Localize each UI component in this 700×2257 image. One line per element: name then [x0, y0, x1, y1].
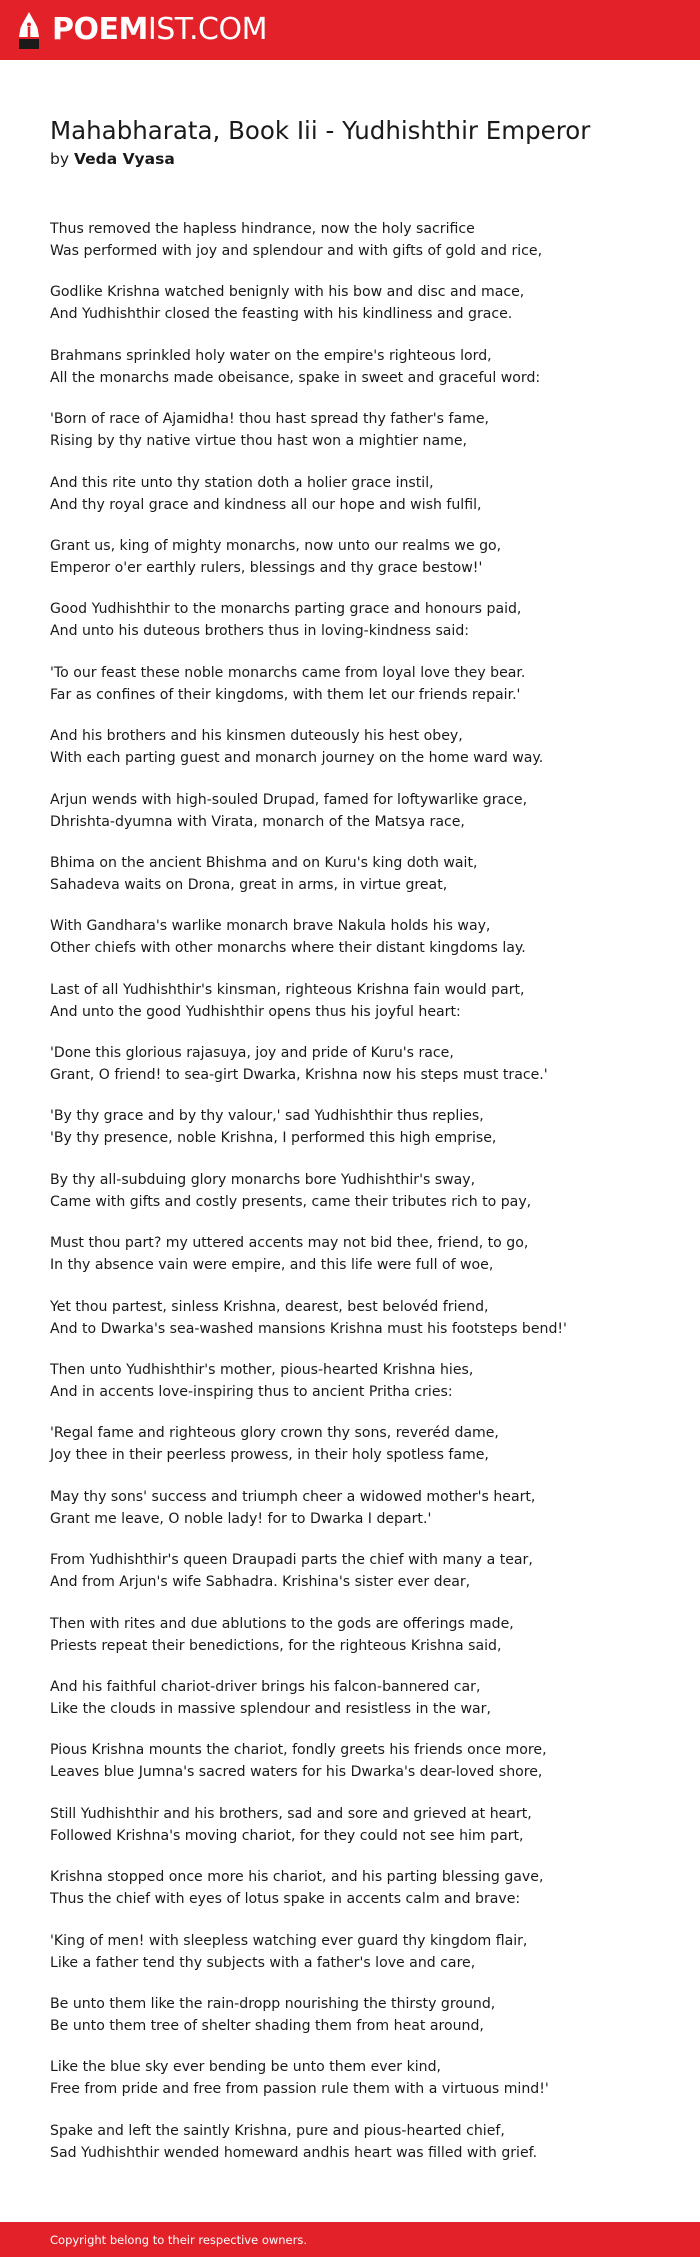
poem-stanza [50, 1866, 690, 1910]
site-header [0, 0, 700, 60]
poem-line: Godlike Krishna watched benignly with his bow and disc and mace, [50, 284, 525, 301]
poem-line: Like the blue sky ever bending be unto them ever kind, [50, 2059, 442, 2076]
poem-line: Was performed with joy and splendour and with gifts of gold and rice, [50, 243, 543, 259]
poem-line: Must thou part? my uttered accents may not bid thee, friend, to go, [50, 1235, 529, 1252]
poem-line: Sad Yudhishthir wended homeward andhis heart was filled with grief. [50, 2144, 538, 2161]
poem-title: Mahabharata, Book Iii - Yudhishthir Emperor [50, 116, 591, 145]
poem-stanza [50, 535, 690, 579]
poem-line: Grant us, king of mighty monarchs, now unto our realms we go, [50, 537, 502, 554]
poem-line: Spake and left the saintly Krishna, pure and pious-hearted chief, [50, 2122, 505, 2139]
poem-line: And his brothers and his kinsmen duteously his hest obey, [50, 728, 463, 745]
poem-stanza [50, 1169, 690, 1213]
poem-line: Pious Krishna mounts the chariot, fondly greets his friends once more, [50, 1742, 547, 1759]
poem-stanza [50, 1930, 690, 1974]
poem-line: 'By thy presence, noble Krishna, I performed this high emprise, [50, 1130, 497, 1147]
poem-line: And in accents love-inspiring thus to ancient Pritha cries: [50, 1384, 453, 1401]
poem-line: Yet thou partest, sinless Krishna, dearest, best belovéd friend, [50, 1298, 489, 1315]
poem-stanza [50, 1232, 690, 1276]
poem-line: With Gandhara's warlike monarch brave Nakula holds his way, [50, 918, 491, 935]
poem-line: Joy thee in their peerless prowess, in their holy spotless fame, [50, 1447, 489, 1464]
poem-line: 'Done this glorious rajasuya, joy and pride of Kuru's race, [50, 1045, 454, 1062]
poem-line: And Yudhishthir closed the feasting with his kindliness and grace. [50, 306, 513, 323]
poem-stanza [50, 1803, 690, 1847]
poem-line: And this rite unto thy station doth a holier grace instil, [50, 474, 434, 491]
poem-stanza [50, 1993, 690, 2037]
poem-stanza [50, 789, 690, 833]
poem-stanza [50, 1042, 690, 1086]
poem-line: Arjun wends with high-souled Drupad, famed for loftywarlike grace, [50, 791, 528, 808]
poem-line: Dhrishta-dyumna with Virata, monarch of the Matsya race, [50, 813, 465, 830]
poem-line: Grant me leave, O noble lady! for to Dwarka I depart.' [50, 1510, 432, 1527]
author-link[interactable]: Veda Vyasa [73, 150, 175, 168]
poem-line: Rising by thy native virtue thou hast won a mightier name, [50, 433, 467, 450]
poem-stanza [50, 1549, 690, 1593]
site-logo[interactable] [18, 11, 267, 49]
poem-line: 'By thy grace and by thy valour,' sad Yudhishthir thus replies, [50, 1108, 484, 1125]
poem-stanza [50, 408, 690, 452]
logo-text-light: IST.COM [147, 12, 267, 47]
poem-line: From Yudhishthir's queen Draupadi parts the chief with many a tear, [50, 1552, 533, 1569]
site-footer [0, 2222, 700, 2257]
poem-stanza [50, 2056, 690, 2100]
poem-line: And from Arjun's wife Sabhadra. Krishina's sister ever dear, [50, 1574, 471, 1591]
poem-stanza [50, 1676, 690, 1720]
poem-line: By thy all-subduing glory monarchs bore Yudhishthir's sway, [50, 1171, 476, 1188]
poem-line: Then unto Yudhishthir's mother, pious-hearted Krishna hies, [50, 1362, 474, 1379]
poem-line: And thy royal grace and kindness all our hope and wish fulfil, [50, 496, 482, 513]
poem-line: And to Dwarka's sea-washed mansions Krishna must his footsteps bend!' [50, 1320, 567, 1337]
poem-stanza [50, 598, 690, 642]
copyright-notice: Copyright belong to their respective owners. [50, 2232, 308, 2247]
poem-line: Free from pride and free from passion rule them with a virtuous mind!' [50, 2081, 549, 2098]
poem-stanza [50, 472, 690, 516]
poem-line: Good Yudhishthir to the monarchs parting grace and honours paid, [50, 601, 522, 618]
poem-stanza [50, 662, 690, 706]
poem-line: Last of all Yudhishthir's kinsman, righteous Krishna fain would part, [50, 981, 525, 998]
poem-line: Leaves blue Jumna's sacred waters for his Dwarka's dear-loved shore, [50, 1764, 543, 1781]
poem-line: Brahmans sprinkled holy water on the empire's righteous lord, [50, 347, 492, 364]
poem-line: Thus the chief with eyes of lotus spake in accents calm and brave: [50, 1891, 521, 1908]
poem-stanza [50, 725, 690, 769]
poem-stanza [50, 345, 690, 389]
poem-stanza [50, 2120, 690, 2164]
poem-line: In thy absence vain were empire, and this life were full of woe, [50, 1257, 494, 1274]
poem-line: 'Born of race of Ajamidha! thou hast spread thy father's fame, [50, 411, 489, 428]
poem-stanza [50, 1296, 690, 1340]
poem-line: And unto the good Yudhishthir opens thus his joyful heart: [50, 1003, 461, 1020]
poem-stanza [50, 218, 690, 262]
poem-line: All the monarchs made obeisance, spake in sweet and graceful word: [50, 369, 541, 386]
poem-stanza [50, 915, 690, 959]
poem-line: Still Yudhishthir and his brothers, sad and sore and grieved at heart, [50, 1805, 532, 1822]
poem-stanza [50, 1422, 690, 1466]
poem-line: Like the clouds in massive splendour and resistless in the war, [50, 1700, 491, 1717]
poem-line: Thus removed the hapless hindrance, now the holy sacrifice [50, 221, 475, 237]
poem-stanza [50, 281, 690, 325]
poem-byline [50, 148, 175, 170]
poem-stanza [50, 1739, 690, 1783]
poem-stanza [50, 852, 690, 896]
poem-line: Krishna stopped once more his chariot, and his parting blessing gave, [50, 1869, 544, 1886]
poem-line: Then with rites and due ablutions to the gods are offerings made, [50, 1615, 514, 1632]
poem-line: And his faithful chariot-driver brings his falcon-bannered car, [50, 1678, 481, 1695]
poem-line: Bhima on the ancient Bhishma and on Kuru's king doth wait, [50, 854, 478, 871]
poem-stanza [50, 1613, 690, 1657]
poem-stanza [50, 1486, 690, 1530]
poem-line: 'King of men! with sleepless watching ever guard thy kingdom flair, [50, 1932, 528, 1949]
poem-line: Be unto them tree of shelter shading them from heat around, [50, 2017, 484, 2034]
poem-line: 'To our feast these noble monarchs came from loyal love they bear. [50, 664, 526, 681]
site-logo-text [52, 12, 267, 47]
poem-line: Grant, O friend! to sea-girt Dwarka, Krishna now his steps must trace.' [50, 1067, 548, 1084]
poem-line: With each parting guest and monarch journey on the home ward way. [50, 750, 544, 767]
poem-line: Came with gifts and costly presents, came their tributes rich to pay, [50, 1193, 532, 1210]
poem-line: Other chiefs with other monarchs where their distant kingdoms lay. [50, 940, 526, 957]
by-label: by [50, 150, 70, 168]
poem-line: May thy sons' success and triumph cheer a widowed mother's heart, [50, 1488, 536, 1505]
poem-line: And unto his duteous brothers thus in loving-kindness said: [50, 623, 470, 640]
poem-line: Priests repeat their benedictions, for the righteous Krishna said, [50, 1637, 502, 1654]
poem-line: Sahadeva waits on Drona, great in arms, in virtue great, [50, 876, 448, 893]
logo-text-bold: POEM [52, 12, 148, 47]
poem-body [50, 218, 690, 2183]
poem-stanza [50, 979, 690, 1023]
poem-line: 'Regal fame and righteous glory crown thy sons, reveréd dame, [50, 1425, 499, 1442]
poem-stanza [50, 1105, 690, 1149]
poem-stanza [50, 1359, 690, 1403]
poem-line: Emperor o'er earthly rulers, blessings and thy grace bestow!' [50, 559, 483, 576]
poem-line: Be unto them like the rain-dropp nourishing the thirsty ground, [50, 1995, 496, 2012]
poem-line: Followed Krishna's moving chariot, for they could not see him part, [50, 1827, 524, 1844]
fountain-pen-nib-icon [18, 11, 40, 49]
poem-line: Far as confines of their kingdoms, with them let our friends repair.' [50, 686, 521, 703]
poem-line: Like a father tend thy subjects with a father's love and care, [50, 1954, 476, 1971]
